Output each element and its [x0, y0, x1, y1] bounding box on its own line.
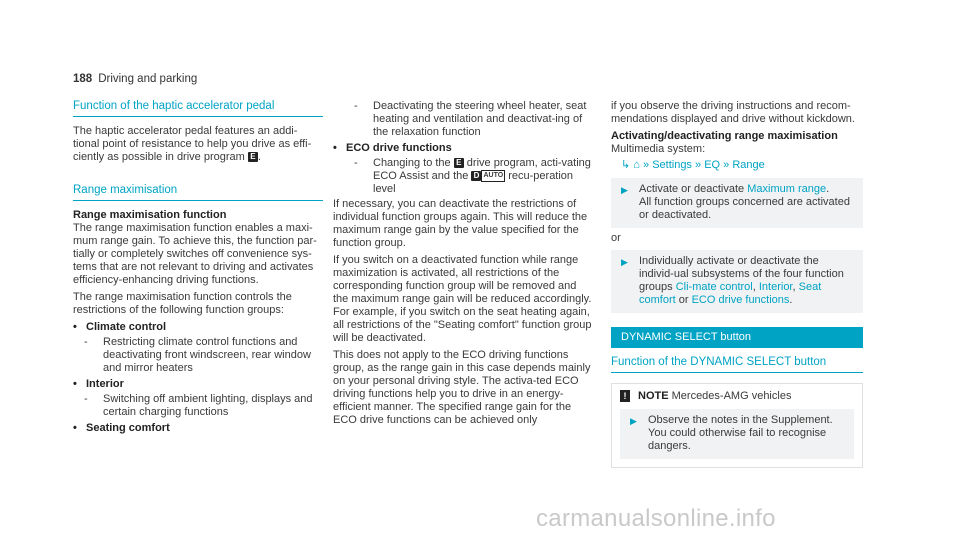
or-label: or	[611, 232, 621, 244]
bullet-eco: • ECO drive functions	[333, 142, 452, 154]
section-name: Driving and parking	[98, 73, 198, 85]
instruction-step-2: ▶ Individually activate or deactivate the individ-ual subsystems of the four function groups Cli-mate control, Interior, Seat comfort or ECO drive functions.	[611, 250, 863, 313]
note-box	[611, 383, 863, 468]
note-instruction: ▶ Observe the notes in the Supplement. You could otherwise fail to recognise dangers.	[620, 409, 854, 459]
section-banner-dynamic-select: DYNAMIC SELECT button	[611, 327, 863, 348]
play-arrow-icon: ▶	[621, 257, 628, 267]
page-header	[73, 73, 197, 85]
path-range: Range	[732, 159, 765, 171]
bullet-interior: • Interior	[73, 378, 124, 390]
mid-paragraph-2: If you switch on a deactivated function while range maximization is activated, all restrictions of the corresponding function group will be removed and the maximum range gain will be reduced accordingly. For example, if you switch on the seat heating again, all restrictions of the "Seating comfort" function group will be deactivated.	[333, 254, 592, 344]
path-arrow-icon: »	[643, 159, 650, 171]
section-title-dynamic-select: Function of the DYNAMIC SELECT button	[611, 356, 863, 373]
recuperation-d-icon: D	[471, 171, 481, 181]
detail-eco: - Changing to the E drive program, acti-vating ECO Assist and the D AUTO recu-peration level	[354, 157, 591, 195]
detail-interior: - Switching off ambient lighting, displays and certain charging functions	[84, 393, 313, 418]
menu-path	[621, 159, 863, 172]
recuperation-auto-icon: AUTO	[481, 170, 505, 182]
mid-paragraph-3: This does not apply to the ECO driving functions group, as the range gain in this case depends mainly on your personal driving style. The activa-ted ECO driving functions help you to drive in an energy-efficient manner. The specified range gain for the ECO drive functions can be achieved only	[333, 349, 591, 426]
path-arrow-icon: »	[695, 159, 702, 171]
subtitle-activate-range: Activating/deactivating range maximisation	[611, 130, 838, 142]
warning-icon: !	[620, 390, 630, 402]
note-header: ! NOTE Mercedes-AMG vehicles	[612, 384, 862, 409]
column-middle	[333, 100, 593, 431]
mid-paragraph-1: If necessary, you can deactivate the restrictions of individual function groups again. This will reduce the maximum range gain by the value specified for the function group.	[333, 198, 588, 249]
bullet-climate: • Climate control	[73, 321, 167, 333]
path-settings: Settings	[652, 159, 692, 171]
section-title-haptic: Function of the haptic accelerator pedal	[73, 100, 323, 117]
page-number: 188	[73, 73, 93, 85]
path-arrow-icon: »	[723, 159, 730, 171]
watermark: carmanualsonline.info	[536, 505, 776, 532]
instruction-step-1: ▶ Activate or deactivate Maximum range. All function groups concerned are activated or deactivated.	[611, 178, 863, 228]
maximum-range-link: Maximum range	[747, 183, 827, 195]
range-paragraph-1: The range maximisation function enables a maxi-mum range gain. To achieve this, the function par-tially or completely switches off convenience sys-tems that are not relevant to driving and activates efficiency-enhancing driving functions.	[73, 222, 317, 286]
multimedia-label: Multimedia system:	[611, 143, 706, 155]
range-paragraph-2: The range maximisation function controls the restrictions of the following function groups:	[73, 291, 292, 316]
section-title-range: Range maximisation	[73, 184, 323, 201]
play-arrow-icon: ▶	[621, 185, 628, 195]
subtitle-range-function: Range maximisation function	[73, 209, 227, 221]
bullet-seating: • Seating comfort	[73, 422, 170, 434]
home-icon: ⌂	[633, 159, 640, 171]
right-paragraph-1: if you observe the driving instructions and recom-mendations displayed and drive without kickdown.	[611, 100, 855, 125]
play-arrow-icon: ▶	[630, 416, 637, 426]
drive-program-e-icon: E	[454, 158, 464, 168]
detail-climate: - Restricting climate control functions and deactivating front windscreen, rear window and mirror heaters	[84, 336, 311, 374]
path-eq: EQ	[704, 159, 721, 171]
column-right	[611, 100, 863, 468]
drive-program-e-icon: E	[248, 152, 258, 162]
haptic-description: The haptic accelerator pedal features an addi-tional point of resistance to help you drive as effi-ciently as possible in drive program E .	[73, 125, 312, 163]
path-start-icon: ↳	[621, 159, 631, 171]
column-left	[73, 100, 323, 437]
detail-seating: - Deactivating the steering wheel heater, seat heating and ventilation and deactivat-ing of the relaxation function	[354, 100, 587, 138]
